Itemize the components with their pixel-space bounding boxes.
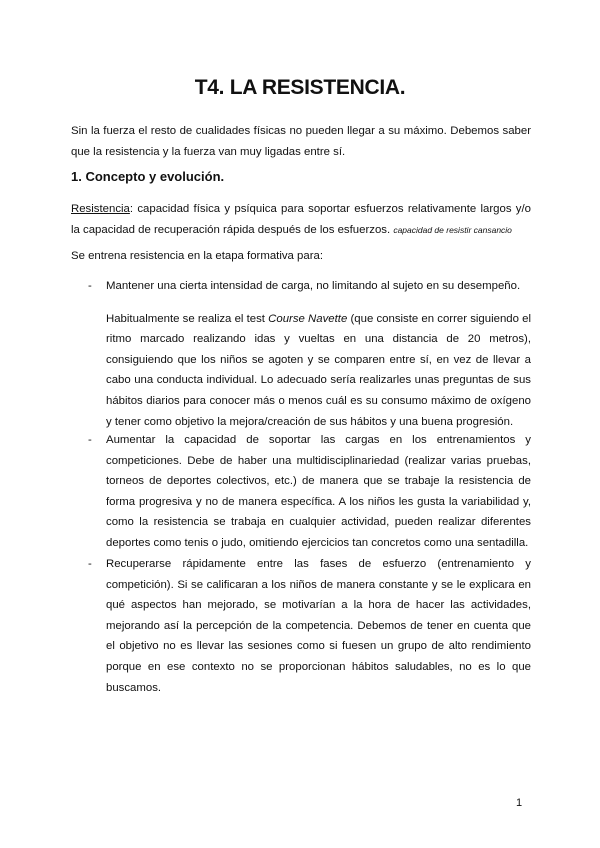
list-item-subparagraph bbox=[106, 309, 531, 433]
subparagraph-text-cont: (que consiste en correr siguiendo el ritmo marcado realizando idas y vueltas en una distancia de 20 metros), consiguiendo que los niños se agoten y se comparen entre sí, en vez de llevar a cabo una conducta individual. Lo adecuado sería realizarles unas preguntas de sus hábitos diarios para conocer más o menos cuál es su consumo máximo de oxígeno y tener como objetivo la mejora/creación de sus hábitos y una buena progresión. bbox=[106, 312, 532, 428]
page-number: 1 bbox=[516, 797, 523, 809]
test-name: Course Navette bbox=[268, 312, 348, 325]
intro-paragraph: Sin la fuerza el resto de cualidades físicas no pueden llegar a su máximo. Debemos saber que la resistencia y la fuerza van muy ligadas entre sí. bbox=[71, 125, 531, 158]
list-item bbox=[71, 554, 531, 698]
definition-colon: : bbox=[129, 203, 134, 215]
definition-term: Resistencia bbox=[71, 203, 130, 215]
list-item-text: Mantener una cierta intensidad de carga, no limitando al sujeto en su desempeño. bbox=[106, 280, 521, 292]
list-dash: - bbox=[88, 434, 92, 446]
page-title: T4. LA RESISTENCIA. bbox=[194, 76, 406, 99]
section-heading: 1. Concepto y evolución. bbox=[71, 169, 225, 184]
definition-text: capacidad física y psíquica para soportar esfuerzos relativamente largos y/o la capacidad de recuperación rápida después de los esfuerzos. bbox=[71, 203, 531, 236]
subparagraph-text: Habitualmente se realiza el test bbox=[106, 312, 269, 325]
list-dash: - bbox=[88, 558, 92, 570]
definition-note: capacidad de resistir cansancio bbox=[393, 224, 512, 235]
list-dash: - bbox=[88, 280, 92, 292]
list-item-text: Aumentar la capacidad de soportar las cargas en los entrenamientos y competiciones. Debe de haber una multidisciplinariedad (realizar varias pruebas, torneos de deportes colectivos, etc.) de manera que se trabaje la resistencia de forma progresiva y no de manera específica. A los niños les gusta la variabilidad y, como la resistencia se trabaja en cualquier actividad, pueden realizar diferentes deportes como tenis o judo, omitiendo ejercicios tan concretos como una sentadilla. bbox=[106, 434, 531, 549]
definition-paragraph bbox=[71, 199, 531, 240]
list-item bbox=[71, 430, 531, 554]
list-item bbox=[71, 276, 531, 432]
list-item-text: Recuperarse rápidamente entre las fases de esfuerzo (entrenamiento y competición). Si se calificaran a los niños de manera constante y se le explicara en qué aspectos han mejorado, se motivarían a la hora de hacer las actividades, mejorando así la percepción de la competencia. Debemos de tener en cuenta que el objetivo no es llevar las sesiones como si fuesen un grupo de alto rendimiento porque en ese contexto no se proporcionan hábitos saludables, no es lo que buscamos. bbox=[106, 558, 531, 694]
lead-paragraph: Se entrena resistencia en la etapa formativa para: bbox=[71, 250, 324, 262]
